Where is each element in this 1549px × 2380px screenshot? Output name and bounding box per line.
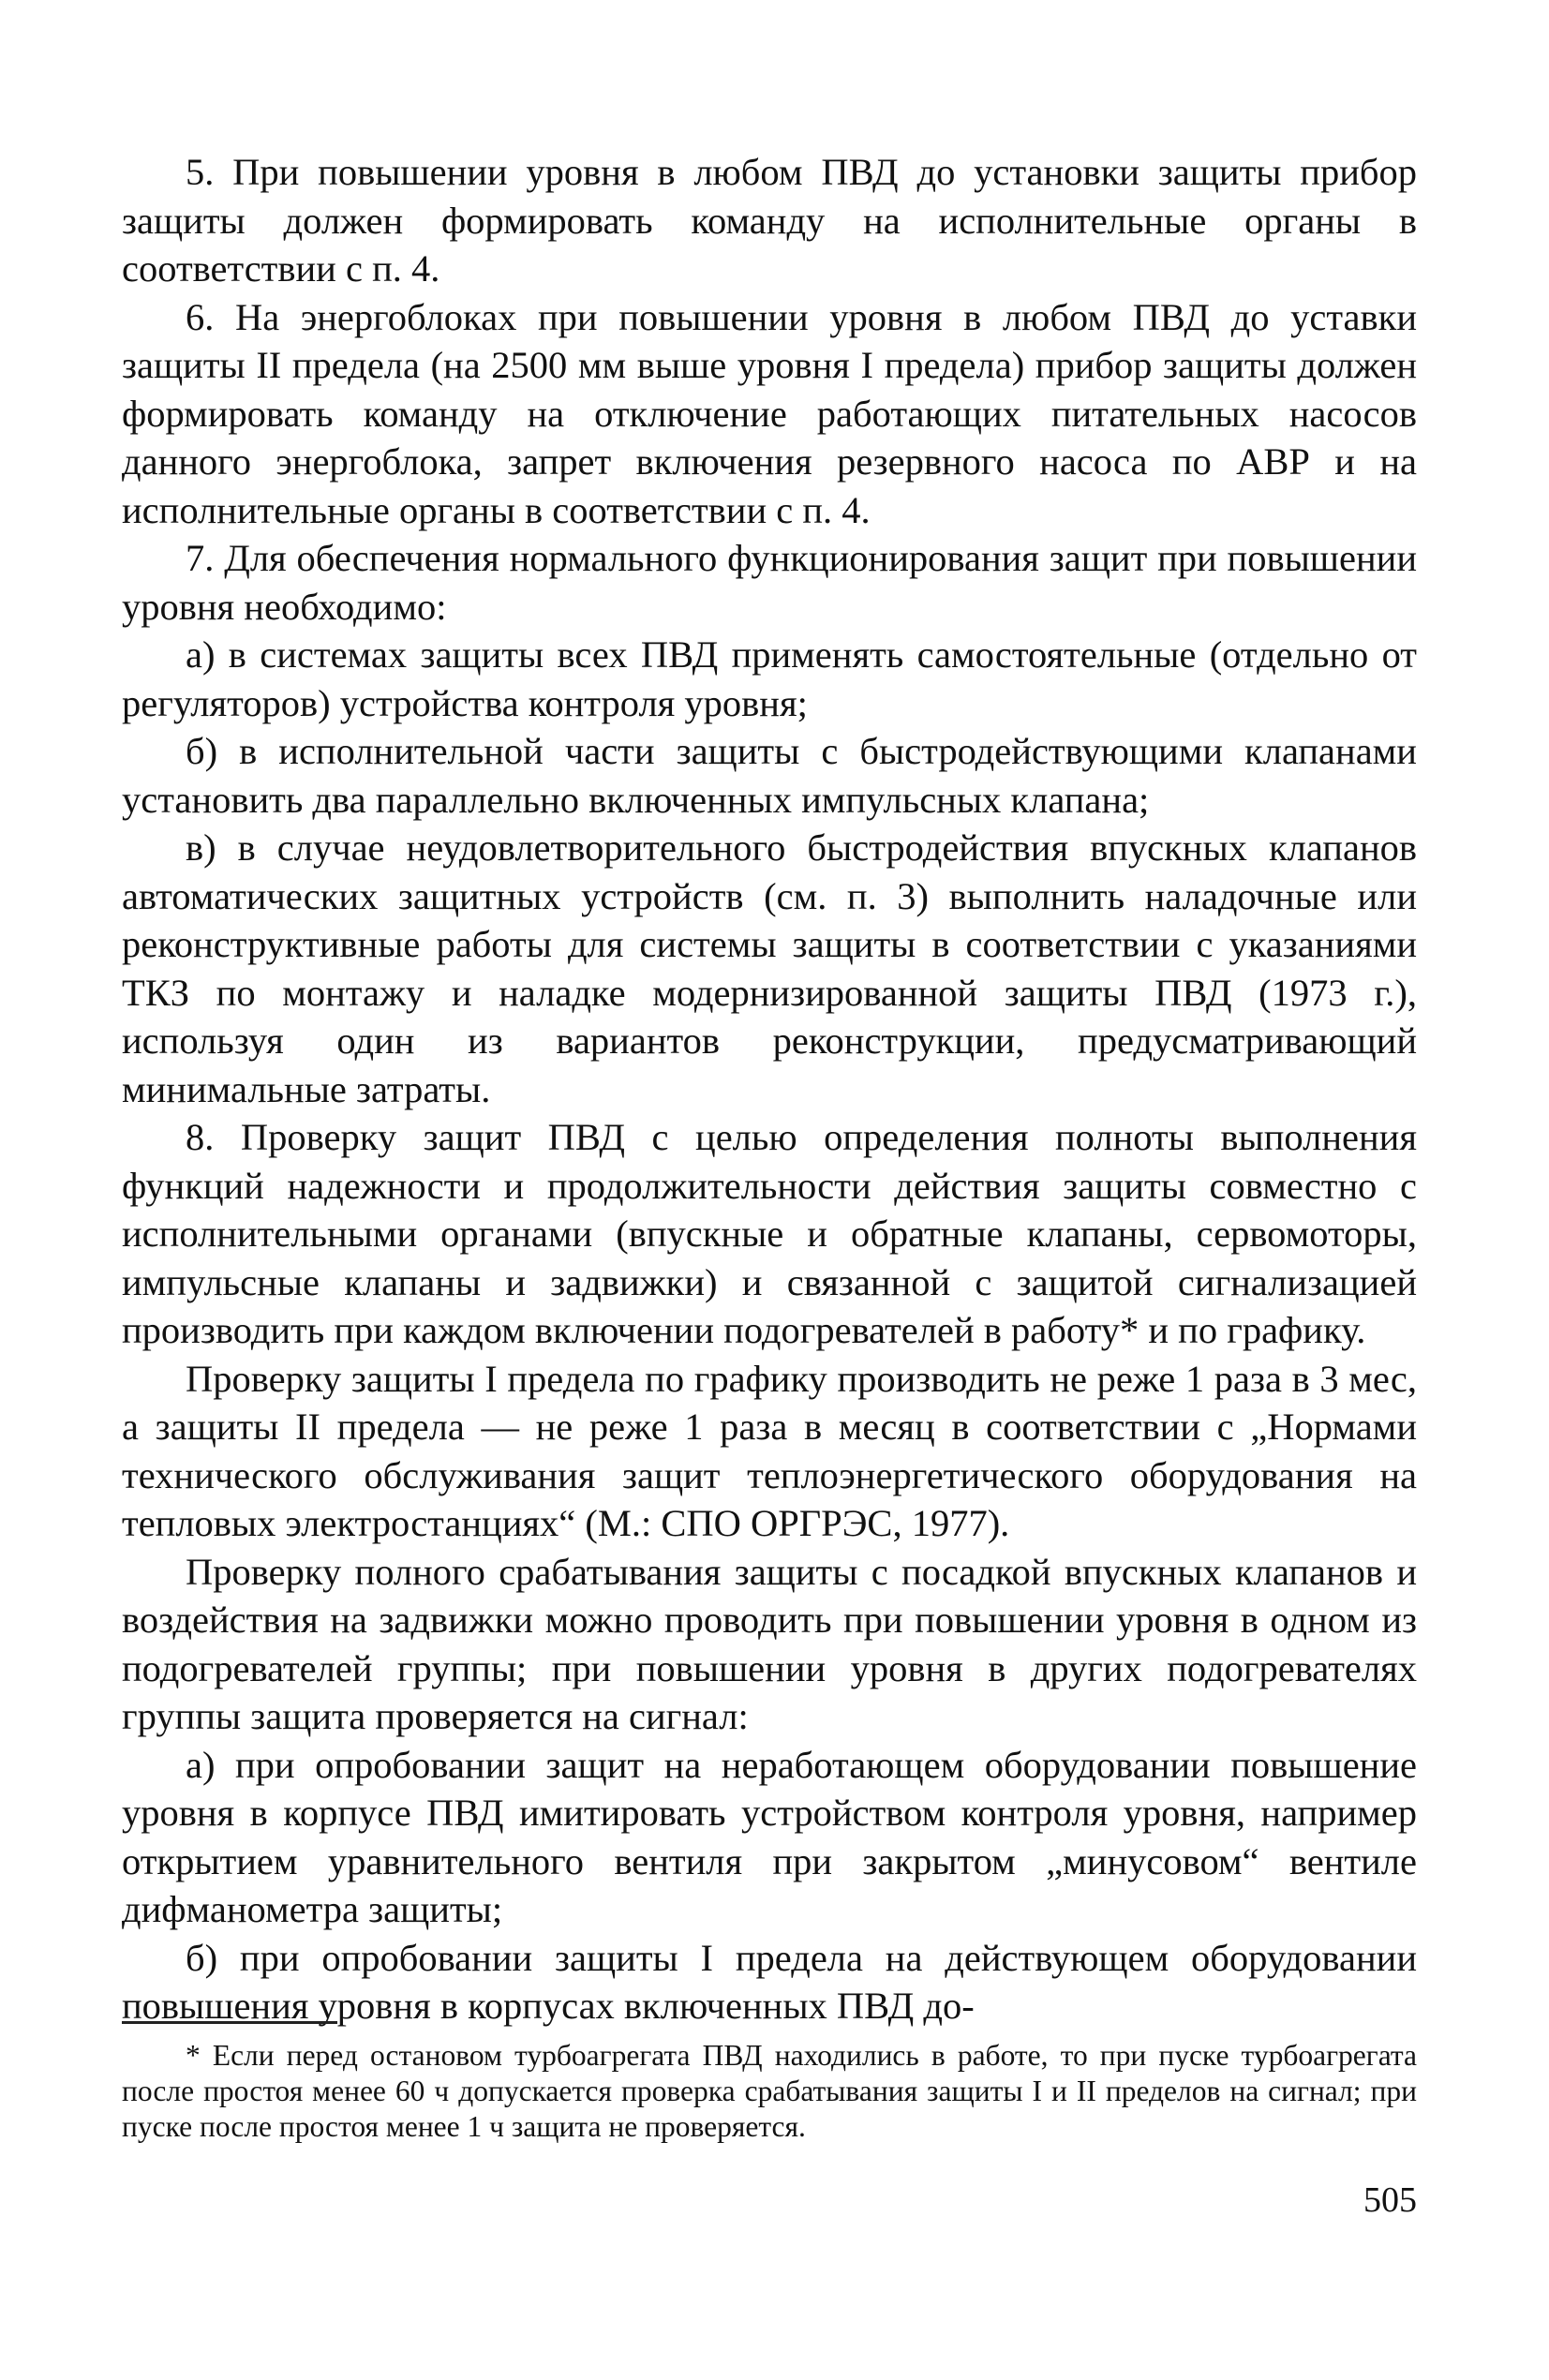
paragraph-item-8: 8. Проверку защит ПВД с целью определения полноты выполнения функций надежности и продолжительности действия защиты совместно с исполнительными органами (впускные и обратные клапаны, сервомоторы, импульсные клапаны и задвижки) и связанной с защитой сигнализацией производить при каждом включении подогревателей в работу* и по графику. bbox=[122, 1116, 1417, 1351]
subparagraph-7b: б) в исполнительной части защиты с быстродействующими клапанами установить два параллельно включенных импульсных клапана; bbox=[122, 730, 1417, 821]
subparagraph-check-b: б) при опробовании защиты I предела на действующем оборудовании повышения уровня в корпусах включенных ПВД до- bbox=[122, 1936, 1417, 2027]
page-body bbox=[122, 148, 1417, 2030]
footnote-divider bbox=[122, 2021, 337, 2024]
paragraph-item-6: 6. На энергоблоках при повышении уровня в любом ПВД до уставки защиты II предела (на 2500 мм выше уровня I предела) прибор защиты должен формировать команду на отключение работающих питательных насосов данного энергоблока, запрет включения резервного насоса по АВР и на исполнительные органы в соответствии с п. 4. bbox=[122, 295, 1417, 531]
page-number: 505 bbox=[1363, 2180, 1417, 2220]
footnote: * Если перед остановом турбоагрегата ПВД находились в работе, то при пуске турбоагрегата после простоя менее 60 ч допускается проверка срабатывания защиты I и II пределов на сигнал; при пуске после простоя менее 1 ч защита не проверяется. bbox=[122, 2039, 1417, 2143]
subparagraph-7c: в) в случае неудовлетворительного быстродействия впускных клапанов автоматических защитных устройств (см. п. 3) выполнить наладочные или реконструктивные работы для системы защиты в соответствии с указаниями ТКЗ по монтажу и наладке модернизированной защиты ПВД (1973 г.), используя один из вариантов реконструкции, предусматривающий минимальные затраты. bbox=[122, 826, 1417, 1110]
paragraph-full-trip-check: Проверку полного срабатывания защиты с посадкой впускных клапанов и воздействия на задвижки можно проводить при повышении уровня в одном из подогревателей группы; при повышении уровня в других подогревателях группы защита проверяется на сигнал: bbox=[122, 1550, 1417, 1737]
subparagraph-7a: а) в системах защиты всех ПВД применять самостоятельные (отдельно от регуляторов) устройства контроля уровня; bbox=[122, 633, 1417, 724]
paragraph-item-5: 5. При повышении уровня в любом ПВД до установки защиты прибор защиты должен формировать команду на исполнительные органы в соответствии с п. 4. bbox=[122, 151, 1417, 290]
paragraph-check-schedule: Проверку защиты I предела по графику производить не реже 1 раза в 3 мес, а защиты II предела — не реже 1 раза в месяц в соответствии с „Нормами технического обслуживания защит теплоэнергетического оборудования на тепловых электростанциях“ (М.: СПО ОРГРЭС, 1977). bbox=[122, 1357, 1417, 1544]
paragraph-item-7: 7. Для обеспечения нормального функционирования защит при повышении уровня необходимо: bbox=[122, 537, 1417, 628]
subparagraph-check-a: а) при опробовании защит на неработающем оборудовании повышение уровня в корпусе ПВД имитировать устройством контроля уровня, например открытием уравнительного вентиля при закрытом „минусовом“ вентиле дифманометра защиты; bbox=[122, 1743, 1417, 1930]
